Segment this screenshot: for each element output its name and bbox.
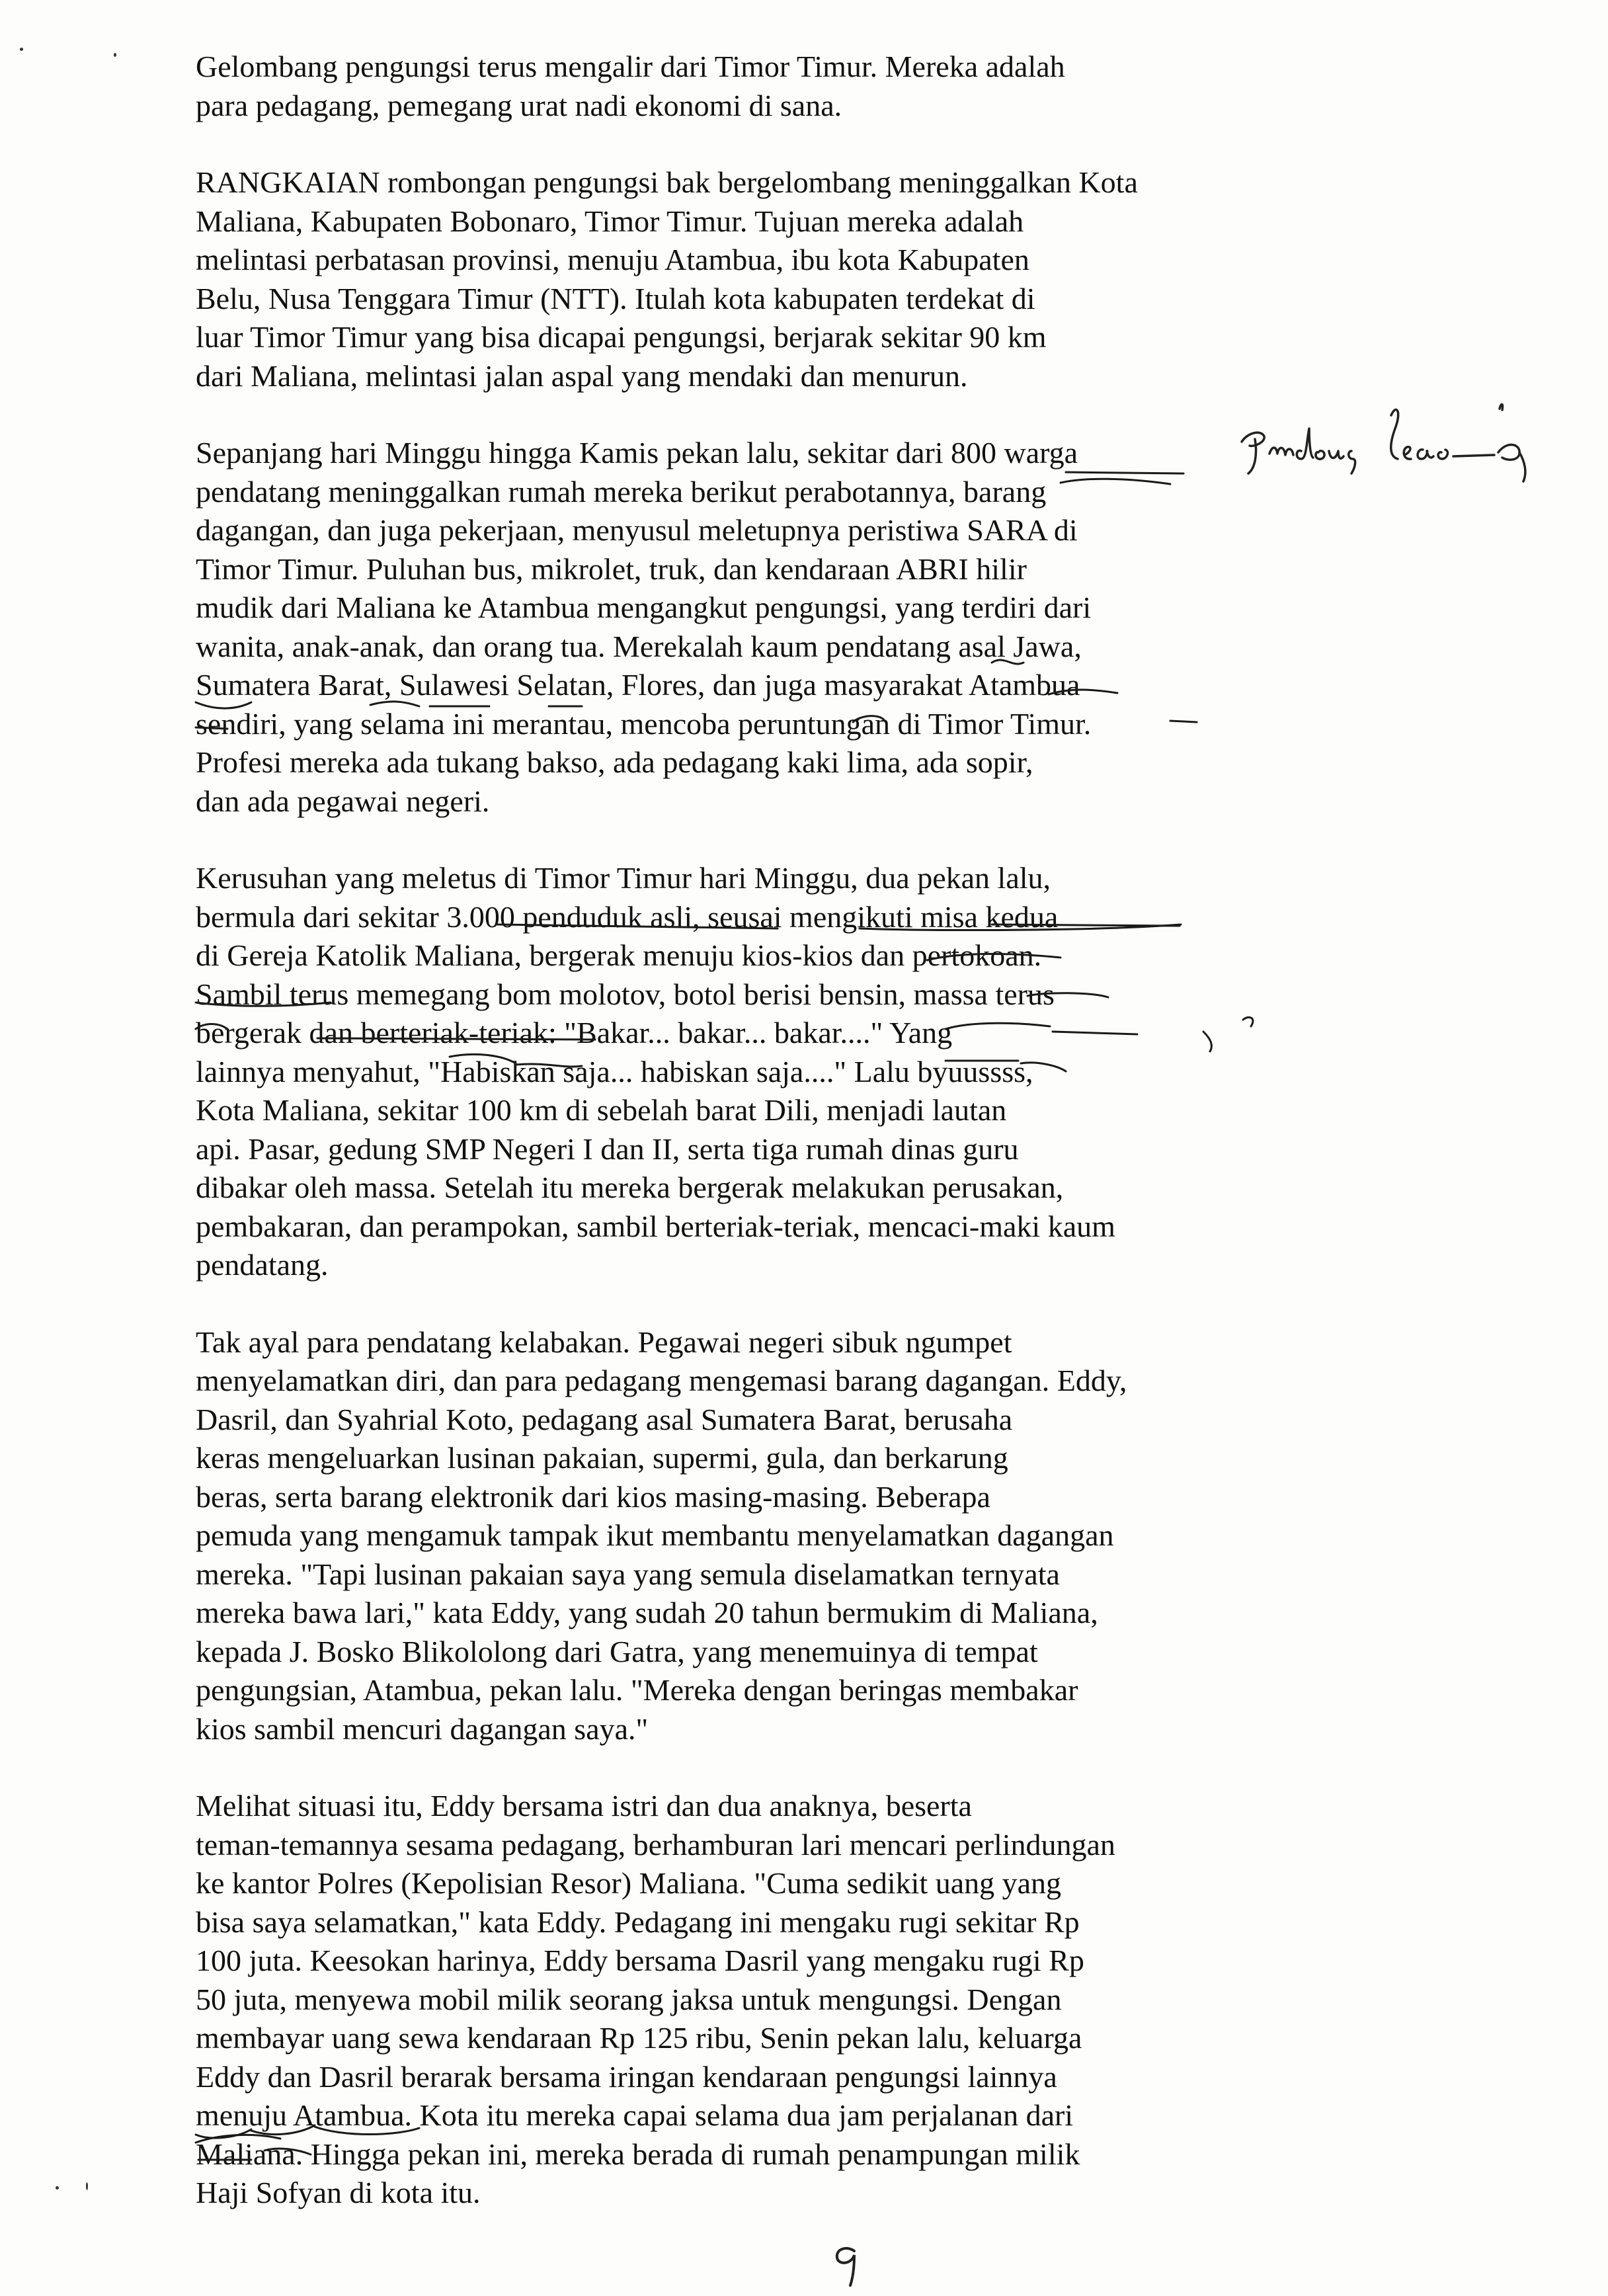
- text-line: Timor Timur. Puluhan bus, mikrolet, truk, dan kendaraan ABRI hilir: [196, 552, 1027, 586]
- text-line: Maliana. Hingga pekan ini, mereka berada di rumah penampungan milik: [196, 2137, 1080, 2171]
- text-line: api. Pasar, gedung SMP Negeri I dan II, serta tiga rumah dinas guru: [196, 1131, 1019, 1166]
- text-line: kios sambil mencuri dagangan saya.": [196, 1711, 649, 1746]
- page-number: [828, 2242, 867, 2288]
- text-line: dari Maliana, melintasi jalan aspal yang mendaki dan menurun.: [196, 358, 968, 393]
- text-line: Sumatera Barat, Sulawesi Selatan, Flores, dan juga masyarakat Atambua: [196, 668, 1080, 702]
- text-line: pengungsian, Atambua, pekan lalu. "Mereka dengan beringas membakar: [196, 1673, 1078, 1707]
- text-line: mudik dari Maliana ke Atambua mengangkut pengungsi, yang terdiri dari: [196, 591, 1092, 624]
- text-line: Melihat situasi itu, Eddy bersama istri dan dua anaknya, beserta: [196, 1789, 972, 1823]
- text-line: Kota Maliana, sekitar 100 km di sebelah barat Dili, menjadi lautan: [196, 1093, 1007, 1127]
- text-line: Tak ayal para pendatang kelabakan. Pegawai negeri sibuk ngumpet: [196, 1325, 1012, 1359]
- text-line: menyelamatkan diri, dan para pedagang mengemasi barang dagangan. Eddy,: [196, 1364, 1127, 1397]
- handwriting-scribble-icon: [1235, 395, 1566, 514]
- text-line: Eddy dan Dasril berarak bersama iringan kendaraan pengungsi lainnya: [196, 2059, 1057, 2094]
- text-line: ke kantor Polres (Kepolisian Resor) Maliana. "Cuma sedikit uang yang: [196, 1866, 1062, 1900]
- text-line: para pedagang, pemegang urat nadi ekonomi di sana.: [196, 88, 842, 122]
- article-body: [196, 48, 1306, 2251]
- text-line: pendatang meninggalkan rumah mereka berikut perabotannya, barang: [196, 474, 1047, 509]
- text-line: lainnya menyahut, "Habiskan saja... habiskan saja...." Lalu byuussss,: [196, 1054, 1033, 1088]
- text-line: dan ada pegawai negeri.: [196, 784, 490, 818]
- paragraph: [196, 163, 1306, 395]
- scan-speck: [86, 2182, 88, 2190]
- paragraph: [196, 434, 1306, 821]
- text-line: di Gereja Katolik Maliana, bergerak menuju kios-kios dan pertokoan.: [196, 938, 1042, 972]
- text-line: dagangan, dan juga pekerjaan, menyusul meletupnya peristiwa SARA di: [196, 513, 1078, 547]
- text-line: RANGKAIAN rombongan pengungsi bak bergelombang meninggalkan Kota: [196, 165, 1138, 199]
- text-line: wanita, anak-anak, dan orang tua. Merekalah kaum pendatang asal Jawa,: [196, 629, 1082, 663]
- text-line: membayar uang sewa kendaraan Rp 125 ribu, Senin pekan lalu, keluarga: [196, 2021, 1082, 2055]
- text-line: pembakaran, dan perampokan, sambil berteriak-teriak, mencaci-maki kaum: [196, 1209, 1115, 1243]
- text-line: kepada J. Bosko Blikololong dari Gatra, yang menemuinya di tempat: [196, 1634, 1038, 1668]
- text-line: teman-temannya sesama pedagang, berhamburan lari mencari perlindungan: [196, 1827, 1115, 1862]
- handwritten-margin-note: [1235, 395, 1566, 514]
- scan-speck: [56, 2186, 59, 2190]
- scan-speck: [114, 53, 116, 57]
- text-line: Maliana, Kabupaten Bobonaro, Timor Timur. Tujuan mereka adalah: [196, 204, 1024, 238]
- text-line: dibakar oleh massa. Setelah itu mereka bergerak melakukan perusakan,: [196, 1170, 1064, 1204]
- text-line: Kerusuhan yang meletus di Timor Timur hari Minggu, dua pekan lalu,: [196, 861, 1051, 895]
- text-line: beras, serta barang elektronik dari kios masing-masing. Beberapa: [196, 1479, 990, 1514]
- text-line: mereka bawa lari," kata Eddy, yang sudah 20 tahun bermukim di Maliana,: [196, 1596, 1098, 1629]
- text-line: Haji Sofyan di kota itu.: [196, 2176, 481, 2209]
- text-line: 50 juta, menyewa mobil milik seorang jaksa untuk mengungsi. Dengan: [196, 1982, 1062, 2016]
- text-line: menuju Atambua. Kota itu mereka capai selama dua jam perjalanan dari: [196, 2098, 1074, 2132]
- text-line: mereka. "Tapi lusinan pakaian saya yang semula diselamatkan ternyata: [196, 1557, 1060, 1591]
- text-line: Gelombang pengungsi terus mengalir dari Timor Timur. Mereka adalah: [196, 50, 1065, 83]
- text-line: Dasril, dan Syahrial Koto, pedagang asal Sumatera Barat, berusaha: [196, 1402, 1013, 1436]
- text-line: Profesi mereka ada tukang bakso, ada pedagang kaki lima, ada sopir,: [196, 745, 1033, 779]
- text-line: Sepanjang hari Minggu hingga Kamis pekan lalu, sekitar dari 800 warga: [196, 436, 1078, 470]
- text-line: Belu, Nusa Tenggara Timur (NTT). Itulah kota kabupaten terdekat di: [196, 281, 1035, 315]
- text-line: melintasi perbatasan provinsi, menuju Atambua, ibu kota Kabupaten: [196, 243, 1029, 276]
- text-line: 100 juta. Keesokan harinya, Eddy bersama Dasril yang mengaku rugi Rp: [196, 1944, 1084, 1977]
- paragraph-lede: [196, 48, 1306, 125]
- scan-speck: [20, 48, 23, 51]
- text-line: keras mengeluarkan lusinan pakaian, supermi, gula, dan berkarung: [196, 1441, 1008, 1475]
- text-line: pemuda yang mengamuk tampak ikut membantu menyelamatkan dagangan: [196, 1518, 1114, 1552]
- paragraph: [196, 859, 1306, 1285]
- text-line: luar Timor Timur yang bisa dicapai pengungsi, berjarak sekitar 90 km: [196, 320, 1047, 354]
- text-line: pendatang.: [196, 1248, 329, 1282]
- text-line: bermula dari sekitar 3.000 penduduk asli, seusai mengikuti misa kedua: [196, 899, 1059, 934]
- text-line: Sambil terus memegang bom molotov, botol berisi bensin, massa terus: [196, 977, 1055, 1011]
- text-line: bergerak dan berteriak-teriak: "Bakar... bakar... bakar...." Yang: [196, 1016, 953, 1049]
- text-line: bisa saya selamatkan," kata Eddy. Pedagang ini mengaku rugi sekitar Rp: [196, 1905, 1080, 1939]
- paragraph: [196, 1323, 1306, 1749]
- paragraph: [196, 1787, 1306, 2213]
- text-line: sendiri, yang selama ini merantau, mencoba peruntungan di Timor Timur.: [196, 706, 1092, 741]
